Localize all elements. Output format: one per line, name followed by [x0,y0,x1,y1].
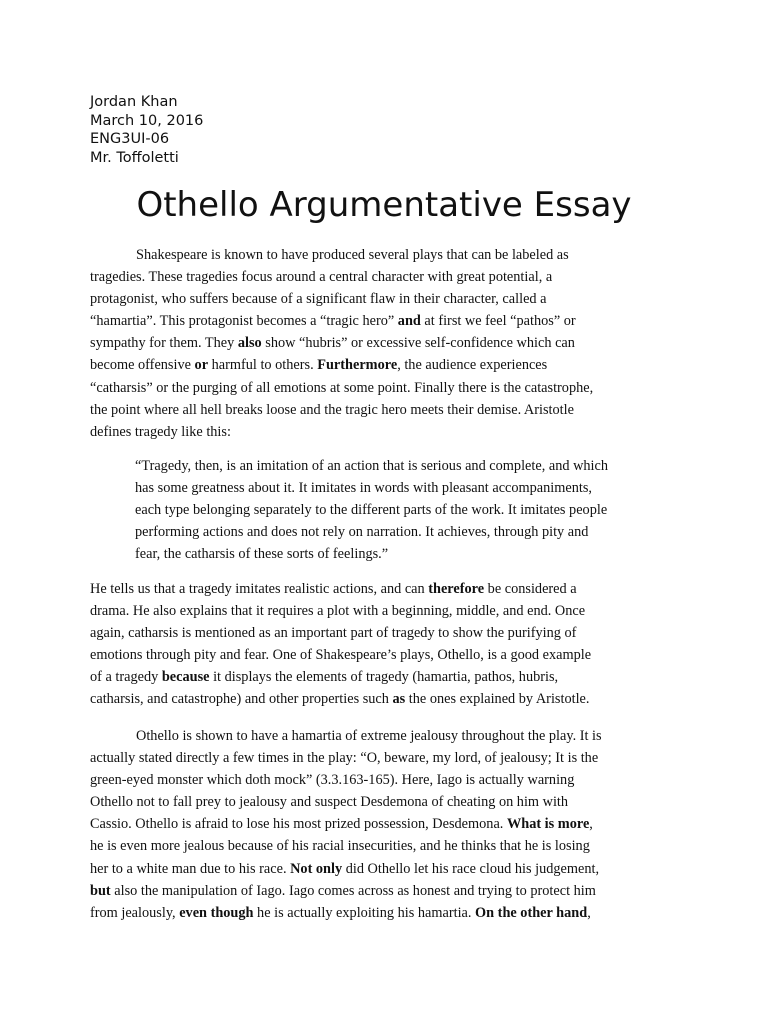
bold-connective: Furthermore [317,357,398,374]
text-line: the point where all hell breaks loose and the tragic hero meets their demise. Aristotle [90,401,574,418]
text-line: defines tragedy like this: [90,423,231,440]
bold-connective: therefore [428,581,485,597]
text-run: show “hubris” or excessive self-confidence which can [261,335,575,352]
text-run: he is actually exploiting his hamartia. [253,904,476,921]
text-line [90,666,680,688]
essay-date: March 10, 2016 [90,112,204,129]
text-run: the ones explained by Aristotle. [405,691,590,708]
text-run: did Othello let his race cloud his judgement, [342,860,600,877]
text-line [90,813,680,835]
paragraph-aristotle-analysis [90,578,680,711]
text-run: , the audience experiences [397,357,548,374]
text-run: harmful to others. [208,357,318,374]
paragraph-othello-jealousy [90,725,680,924]
text-run: her to a white man due to his race. [90,860,291,877]
text-run: become offensive [90,357,195,374]
bold-connective: as [392,691,406,708]
bold-connective: What is more [506,816,590,833]
text-line [90,354,680,376]
text-line [90,858,680,880]
text-line: protagonist, who suffers because of a significant flaw in their character, called a [90,291,547,308]
bold-connective: or [194,357,209,374]
text-line: actually stated directly a few times in the play: “O, beware, my lord, of jealousy; It is the [90,750,599,767]
text-run: sympathy for them. They [90,335,238,352]
text-line: Shakespeare is known to have produced several plays that can be labeled as [136,247,569,263]
text-line [90,578,680,600]
text-run: be considered a [484,581,577,597]
text-line: “catharsis” or the purging of all emotions at some point. Finally there is the catastrophe, [90,379,594,396]
text-line: Othello is shown to have a hamartia of extreme jealousy throughout the play. It is [136,728,602,744]
text-run: “hamartia”. This protagonist becomes a “tragic hero” [90,313,398,330]
quote-line: “Tragedy, then, is an imitation of an action that is serious and complete, and which [135,458,609,474]
course-code: ENG3UI-06 [90,131,170,147]
bold-connective: even though [179,904,254,921]
text-run: Cassio. Othello is afraid to lose his most prized possession, Desdemona. [90,816,507,833]
text-line: drama. He also explains that it requires a plot with a beginning, middle, and end. Once [90,603,586,620]
text-run: from jealously, [90,904,180,921]
text-line [90,310,680,332]
essay-title: Othello Argumentative Essay [136,185,632,225]
text-run: of a tragedy [90,669,162,686]
text-line [90,880,680,902]
quote-line: performing actions and does not rely on narration. It achieves, through pity and [135,524,589,541]
text-line [90,332,680,354]
text-line: again, catharsis is mentioned as an important part of tragedy to show the purifying of [90,625,577,642]
quote-line: fear, the catharsis of these sorts of feelings.” [135,546,389,563]
text-run: , [587,904,591,921]
bold-connective: On the other hand [475,904,588,921]
quote-line: each type belonging separately to the different parts of the work. It imitates people [135,502,608,519]
text-run: at first we feel “pathos” or [420,313,576,330]
text-line [90,902,680,924]
text-line: Othello not to fall prey to jealousy and suspect Desdemona of cheating on him with [90,794,569,811]
text-line [90,688,680,710]
author-name: Jordan Khan [90,94,178,110]
aristotle-quote [135,455,680,565]
text-run: He tells us that a tragedy imitates realistic actions, and can [90,581,429,597]
text-run: catharsis, and catastrophe) and other properties such [90,691,393,708]
bold-connective: also [237,335,262,352]
bold-connective: and [397,313,421,330]
text-run: , [589,816,593,833]
text-line: tragedies. These tragedies focus around a central character with great potential, a [90,269,553,286]
teacher-name: Mr. Toffoletti [90,149,179,166]
text-run: also the manipulation of Iago. Iago comes across as honest and trying to protect him [110,882,596,899]
text-line: emotions through pity and fear. One of Shakespeare’s plays, Othello, is a good example [90,647,592,664]
bold-connective: Not only [290,860,343,877]
text-line: green-eyed monster which doth mock” (3.3.163-165). Here, Iago is actually warning [90,772,575,789]
bold-connective: because [161,669,210,686]
quote-line: has some greatness about it. It imitates in words with pleasant accompaniments, [135,480,592,497]
text-line: he is even more jealous because of his racial insecurities, and he thinks that he is losing [90,838,590,855]
paragraph-intro [90,244,680,443]
bold-connective: but [90,882,111,899]
text-run: it displays the elements of tragedy (hamartia, pathos, hubris, [209,669,559,686]
essay-header [90,93,203,167]
